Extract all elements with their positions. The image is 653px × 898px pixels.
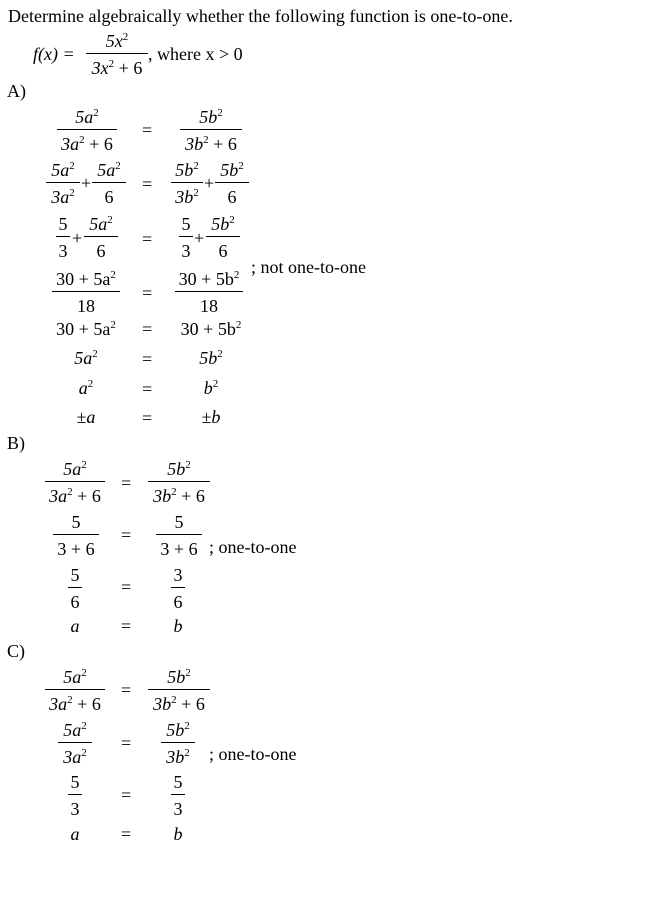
equals-sign: =: [121, 733, 132, 753]
option-a-conclusion: ; not one-to-one: [251, 257, 366, 277]
equals-sign: =: [121, 525, 132, 545]
option-b-step3-right: 3 6: [171, 566, 185, 611]
option-a-step7-right: $b^2$: [203, 378, 219, 398]
option-b-step3-left: 5 6: [68, 566, 82, 611]
function-fraction: [86, 32, 148, 77]
option-a-step3-right-2: $5b^2$ 6: [206, 215, 240, 260]
option-a-step8-right: ±b: [201, 407, 221, 427]
option-a-step5-right: $30 + 5b^2$: [180, 319, 242, 339]
option-a-step6-right: $5b^2$: [199, 348, 223, 368]
equals-sign: =: [142, 408, 153, 428]
option-a-step2-right-2: $5b^2$ 6: [215, 161, 249, 206]
option-c-step1-right: $5b^2$ $3b^2 + 6$: [148, 668, 210, 713]
plus-sign: +: [72, 228, 83, 248]
option-b-step4-right: b: [173, 616, 183, 636]
option-a-step3-left-2: $5a^2$ 6: [84, 215, 118, 260]
option-a-step2-left-1: $5a^2$ $3a^2$: [46, 161, 80, 206]
equals-sign: =: [121, 473, 132, 493]
fraction-bar: [86, 53, 148, 54]
plus-sign: +: [204, 173, 215, 193]
option-a-step2-right-1: $5b^2$ $3b^2$: [171, 161, 203, 206]
option-c-step1-left: $5a^2$ $3a^2 + 6$: [45, 668, 105, 713]
option-a-step3-right-1: 5 3: [179, 215, 193, 260]
function-numerator: $5x^2$: [105, 31, 129, 51]
equals-sign: =: [121, 785, 132, 805]
equals-sign: =: [121, 577, 132, 597]
function-condition: , where x > 0: [148, 44, 243, 64]
option-a-step8-left: ±a: [76, 407, 96, 427]
option-a-step4-right: $30 + 5b^2$ 18: [175, 270, 243, 315]
option-a-step3-left-1: 5 3: [56, 215, 70, 260]
plus-sign: +: [81, 173, 92, 193]
option-a-step7-left: $a^2$: [78, 378, 94, 398]
option-b-label: B): [7, 433, 25, 453]
function-lhs-text: f(x) =: [33, 44, 75, 64]
option-b-step2-left: 5 3 + 6: [53, 513, 99, 558]
option-c-label: C): [7, 641, 25, 661]
option-c-step2-left: $5a^2$ $3a^2$: [58, 721, 92, 766]
function-denominator: $3x^2 + 6$: [91, 58, 143, 78]
equals-sign: =: [121, 616, 132, 636]
option-a-label: A): [7, 81, 26, 101]
option-b-step1-right: $5b^2$ $3b^2 + 6$: [148, 460, 210, 505]
option-b-step2-right: 5 3 + 6: [156, 513, 202, 558]
option-b-conclusion: ; one-to-one: [209, 537, 297, 557]
equals-sign: =: [142, 174, 153, 194]
equals-sign: =: [142, 319, 153, 339]
equals-sign: =: [121, 824, 132, 844]
option-c-step4-right: b: [173, 824, 183, 844]
equals-sign: =: [142, 229, 153, 249]
equals-sign: =: [121, 680, 132, 700]
option-b-step4-left: a: [70, 616, 80, 636]
option-c-step2-right: $5b^2$ $3b^2$: [161, 721, 195, 766]
function-lhs: [33, 44, 75, 65]
plus-sign: +: [194, 228, 205, 248]
option-c-step3-right: 5 3: [171, 773, 185, 818]
option-a-step1-right: $5b^2$ $3b^2 + 6$: [180, 108, 242, 153]
option-a-step6-left: $5a^2$: [74, 348, 98, 368]
option-b-step1-left: $5a^2$ $3a^2 + 6$: [45, 460, 105, 505]
equals-sign: =: [142, 379, 153, 399]
equals-sign: =: [142, 120, 153, 140]
option-c-conclusion: ; one-to-one: [209, 744, 297, 764]
option-a-step1-left: $5a^2$ $3a^2 + 6$: [57, 108, 117, 153]
option-a-step5-left: $30 + 5a^2$: [56, 319, 116, 339]
option-a-step4-left: $30 + 5a^2$ 18: [52, 270, 120, 315]
question-text: Determine algebraically whether the following function is one-to-one.: [8, 6, 513, 26]
equals-sign: =: [142, 283, 153, 303]
option-a-step2-left-2: $5a^2$ 6: [92, 161, 126, 206]
equals-sign: =: [142, 349, 153, 369]
option-c-step4-left: a: [70, 824, 80, 844]
option-c-step3-left: 5 3: [68, 773, 82, 818]
